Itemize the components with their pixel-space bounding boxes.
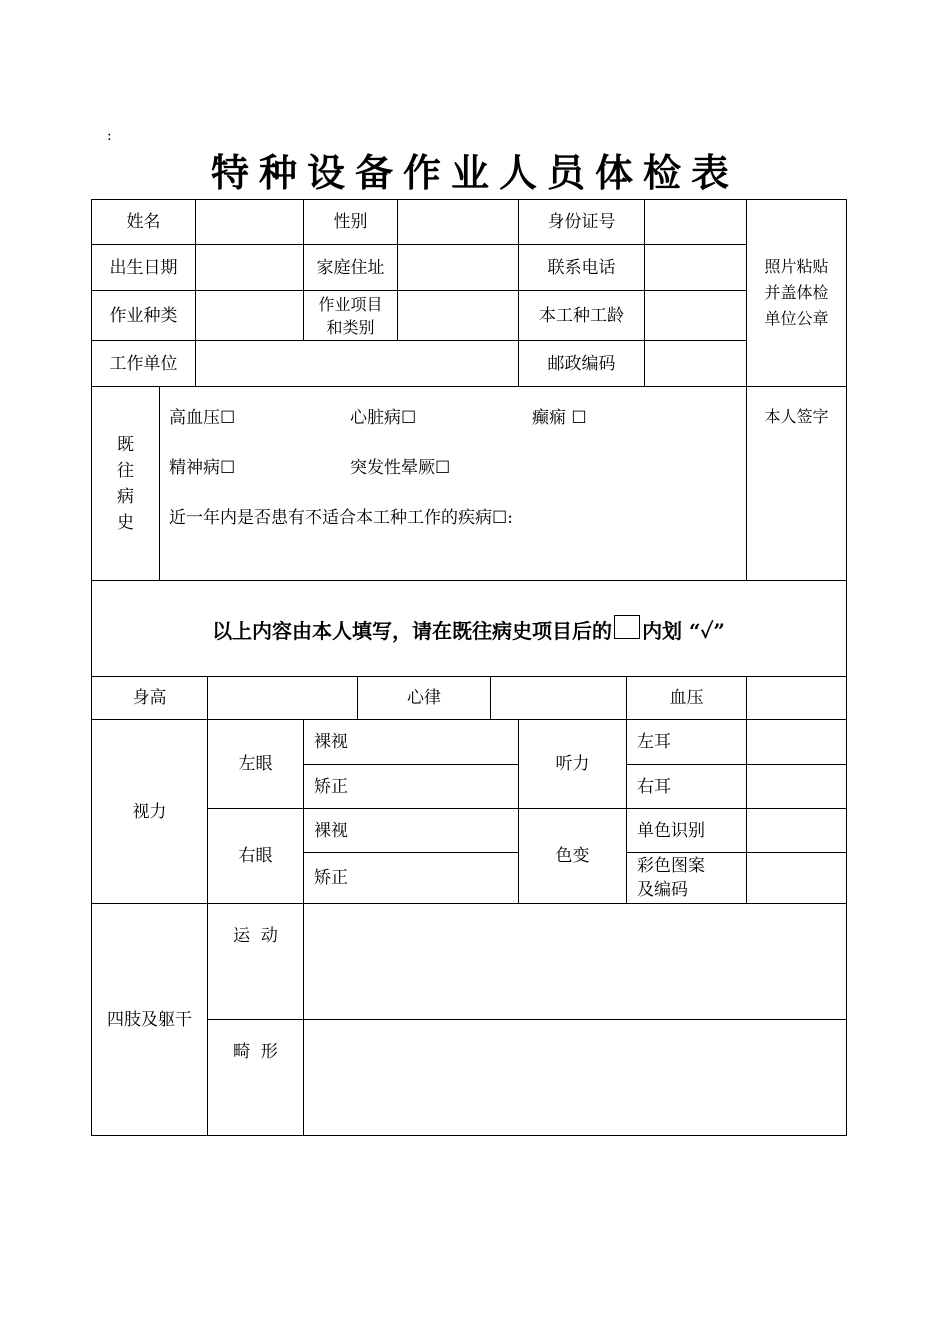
color-pattern-label-line2: 及编码 bbox=[637, 880, 688, 900]
right-eye-corrected-vision[interactable]: 矫正 bbox=[314, 868, 348, 888]
job-item-label-line2: 和类别 bbox=[326, 317, 375, 337]
gender-field[interactable] bbox=[398, 200, 518, 244]
blood-pressure-label: 血压 bbox=[669, 688, 704, 708]
seniority-label: 本工种工龄 bbox=[539, 305, 624, 326]
left-ear-field[interactable] bbox=[747, 720, 846, 764]
right-eye-naked-vision[interactable]: 裸视 bbox=[314, 820, 348, 841]
left-ear-label: 左耳 bbox=[637, 732, 671, 752]
option-unfit-disease[interactable]: 近一年内是否患有不适合本工种工作的疾病☐: bbox=[169, 508, 513, 528]
gender-label: 性别 bbox=[333, 212, 368, 232]
name-label: 姓名 bbox=[126, 212, 161, 232]
movement-label: 运 动 bbox=[233, 926, 278, 946]
deformity-field[interactable] bbox=[304, 1020, 846, 1135]
color-pattern-field[interactable] bbox=[747, 853, 846, 903]
photo-area[interactable] bbox=[747, 200, 846, 386]
option-sudden-fainting[interactable]: 突发性晕厥☐ bbox=[350, 458, 451, 478]
fill-instruction-tail: 内划 “✓” bbox=[642, 618, 725, 643]
top-mark: : bbox=[107, 128, 112, 144]
job-type-field[interactable] bbox=[196, 291, 303, 340]
home-address-field[interactable] bbox=[398, 245, 518, 290]
fill-instruction-text: 以上内容由本人填写，请在既往病史项目后的 bbox=[212, 618, 613, 643]
option-heart-disease[interactable]: 心脏病☐ bbox=[350, 408, 417, 428]
color-vision-label: 色变 bbox=[555, 846, 590, 866]
mono-color-label: 单色识别 bbox=[637, 820, 705, 841]
signature-label[interactable]: 本人签字 bbox=[764, 407, 829, 426]
mono-color-field[interactable] bbox=[747, 809, 846, 852]
color-pattern-label bbox=[627, 853, 746, 903]
blood-pressure-field[interactable] bbox=[747, 677, 846, 719]
height-field[interactable] bbox=[208, 677, 357, 719]
checkbox-sample-icon bbox=[614, 615, 640, 639]
photo-label-line1: 照片粘贴 bbox=[764, 257, 829, 276]
history-label bbox=[92, 387, 159, 580]
left-eye-label: 左眼 bbox=[238, 754, 273, 774]
history-label-char-2: 往 bbox=[117, 460, 134, 481]
postcode-label: 邮政编码 bbox=[547, 353, 616, 374]
heart-rhythm-label: 心律 bbox=[407, 688, 441, 708]
fill-instruction bbox=[91, 612, 846, 646]
right-eye-label: 右眼 bbox=[238, 846, 273, 866]
employer-label: 工作单位 bbox=[109, 353, 178, 374]
color-pattern-label-line1: 彩色图案 bbox=[637, 856, 705, 876]
phone-field[interactable] bbox=[645, 245, 746, 290]
left-eye-naked-vision[interactable]: 裸视 bbox=[314, 732, 348, 752]
phone-label: 联系电话 bbox=[547, 257, 616, 278]
deformity-label: 畸 形 bbox=[233, 1042, 278, 1062]
seniority-field[interactable] bbox=[645, 291, 746, 340]
job-type-label: 作业种类 bbox=[109, 305, 178, 326]
history-label-char-4: 史 bbox=[117, 512, 134, 533]
history-label-char-1: 既 bbox=[117, 434, 134, 455]
right-ear-field[interactable] bbox=[747, 765, 846, 808]
birth-date-label: 出生日期 bbox=[109, 257, 178, 278]
page-title: 特种设备作业人员体检表 bbox=[210, 151, 739, 195]
history-label-char-3: 病 bbox=[117, 486, 134, 507]
employer-field[interactable] bbox=[196, 341, 518, 386]
limbs-trunk-label: 四肢及躯干 bbox=[107, 1009, 192, 1030]
home-address-label: 家庭住址 bbox=[316, 257, 385, 278]
heart-rhythm-field[interactable] bbox=[491, 677, 626, 719]
option-hypertension[interactable]: 高血压☐ bbox=[169, 408, 236, 428]
left-eye-corrected-vision[interactable]: 矫正 bbox=[314, 776, 348, 797]
photo-label-line3: 单位公章 bbox=[764, 309, 829, 328]
job-item-field[interactable] bbox=[398, 291, 518, 340]
option-epilepsy[interactable]: 癫痫 ☐ bbox=[532, 408, 587, 428]
movement-field[interactable] bbox=[304, 904, 846, 1019]
id-number-field[interactable] bbox=[645, 200, 746, 244]
hearing-label: 听力 bbox=[555, 754, 590, 774]
postcode-field[interactable] bbox=[645, 341, 746, 386]
right-ear-label: 右耳 bbox=[637, 776, 671, 797]
height-label: 身高 bbox=[132, 688, 167, 708]
birth-date-field[interactable] bbox=[196, 245, 303, 290]
job-item-label-line1: 作业项目 bbox=[318, 294, 383, 314]
job-item-label bbox=[304, 291, 397, 340]
photo-label-line2: 并盖体检 bbox=[764, 283, 829, 302]
option-mental-illness[interactable]: 精神病☐ bbox=[169, 458, 236, 478]
id-number-label: 身份证号 bbox=[547, 212, 616, 232]
vision-label: 视力 bbox=[132, 801, 167, 822]
name-field[interactable] bbox=[196, 200, 303, 244]
